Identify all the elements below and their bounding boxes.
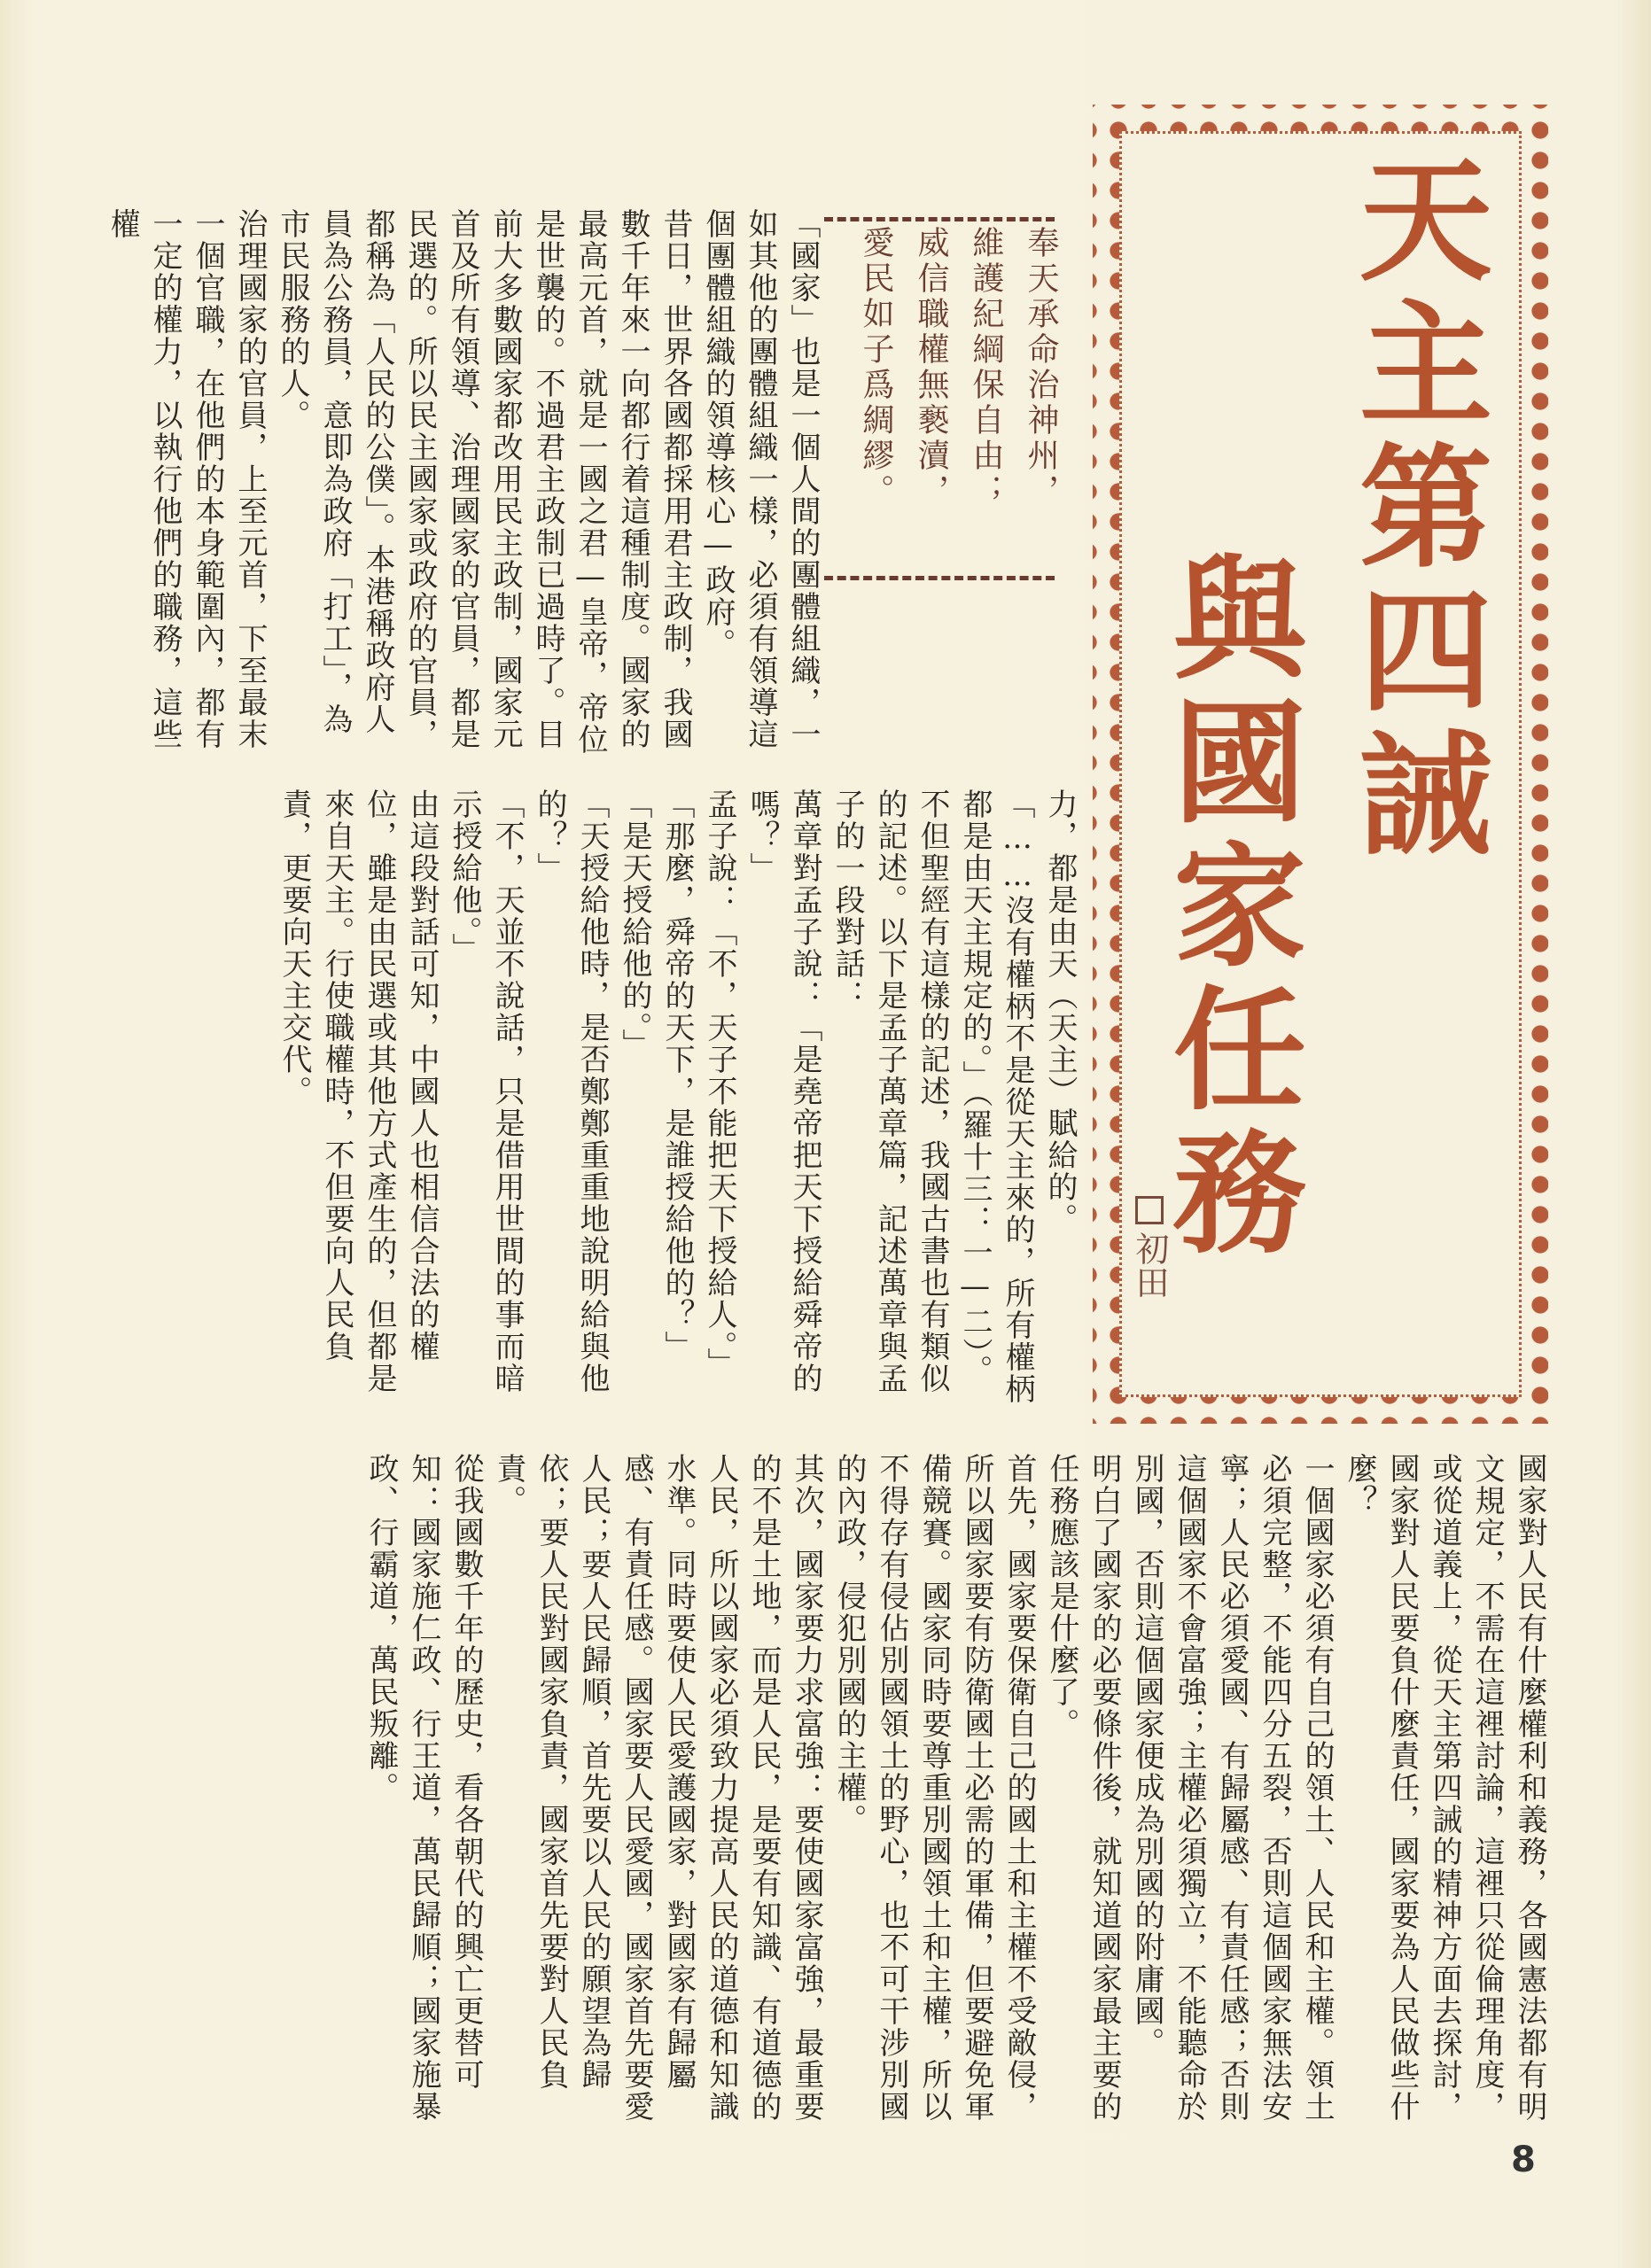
poem-line: 威信職權無褻瀆， [913,226,949,509]
poem [858,226,1068,633]
body-column-lower: 國家對人民有什麼權利和義務，各國憲法都有明文規定，不需在這裡討論，這裡只從倫理角度，或從道義上，從天主第四誡的精神方面去探討，國家對人民要負什麼責任，國家要為人民做些什麼？ 一個國家必須有自己的領土、人民和主權。領土必須完整，不能四分五裂，否則這個國家無法安寧；人民必須愛國、有歸屬感、有責任感；否則這個國家不會富強；主權必須獨立，不能聽命於別國，否則這個國家便成為別國的附庸國。 明白了國家的必要條件後，就知道國家最主要的任務應該是什麼了。 首先，國家要保衛自己的國土和主權不受敵侵，所以國家要有防衛國土必需的軍備，但要避免軍備競賽。國家同時要尊重別國領土和主權，所以不得存有侵佔別國領土的野心，也不可干涉別國的內政，侵犯別國的主權。 其次，國家要力求富強：要使國家富強，最重要的不是土地，而是人民，是要有知識、有道德的人民，所以國家必須致力提高人民的道德和知識水準。同時要使人民愛護國家，對國家有歸屬感、有責任感。國家要人民愛國，國家首先要愛人民；要人民歸順，首先要以人民的願望為歸依；要人民對國家負責，國家首先要對人民負責。 從我國數千年的歷史，看各朝代的興亡更替可知：國家施仁政、行王道，萬民歸順；國家施暴政、行霸道，萬民叛離。 [363,1453,1547,2123]
title-line-2: 與國家任務 [1150,549,1304,1267]
body-column-upper-left: 「國家」也是一個人間的團體組織，一如其他的團體組織一樣，必須有領導這個團體組織的領導核心—政府。 昔日，世界各國都採用君主政制，我國數千年來一向都行着這種制度。國家的最高元首，就是一國之君—皇帝，帝位是世襲的。不過君主政制已過時了。目前大多數國家都改用民主政制，國家元首及所有領導、治理國家的官員，都是民選的。所以民主國家或政府的官員，都稱為「人民的公僕」。本港稱政府人員為公務員，意即為政府「打工」，為市民服務的人。 治理國家的官員，上至元首，下至最末一個官職，在他們的本身範圍內，都有一定的權力，以執行他們的職務，這些權 [105,208,821,756]
poem-line: 奉天承命治神州， [1023,226,1059,509]
author-box-icon [1135,1196,1164,1224]
page-number: 8 [1511,2140,1536,2180]
poem-rule-top [824,217,1055,221]
author-name: 初田 [1130,1231,1169,1299]
author-byline [1125,1196,1174,1299]
body-column-upper-right: 力，都是由天（天主）賦給的。 「……沒有權柄不是從天主來的，所有權柄都是由天主規定的。」（羅十三：一—二）。不但聖經有這樣的記述，我國古書也有類似的記述。以下是孟子萬章篇，記述萬章與孟子的一段對話： 萬章對孟子說：「是堯帝把天下授給舜帝的嗎？」 孟子說：「不，天子不能把天下授給人。」 「那麼，舜帝的天下，是誰授給他的？」 「是天授給他的。」 「天授給他時，是否鄭鄭重重地說明給與他的？」 「不，天並不說話，只是借用世間的事而暗示授給他。」 由這段對話可知，中國人也相信合法的權位，雖是由民選或其他方式產生的，但都是來自天主。行使職權時，不但要向人民負責，更要向天主交代。 [276,788,1078,1405]
poem-rule-bottom [824,576,1055,580]
poem-line: 愛民如子爲綢繆。 [858,226,894,509]
title-line-1: 天主第四誡 [1336,151,1491,868]
poem-line: 維護紀綱保自由； [968,226,1004,509]
